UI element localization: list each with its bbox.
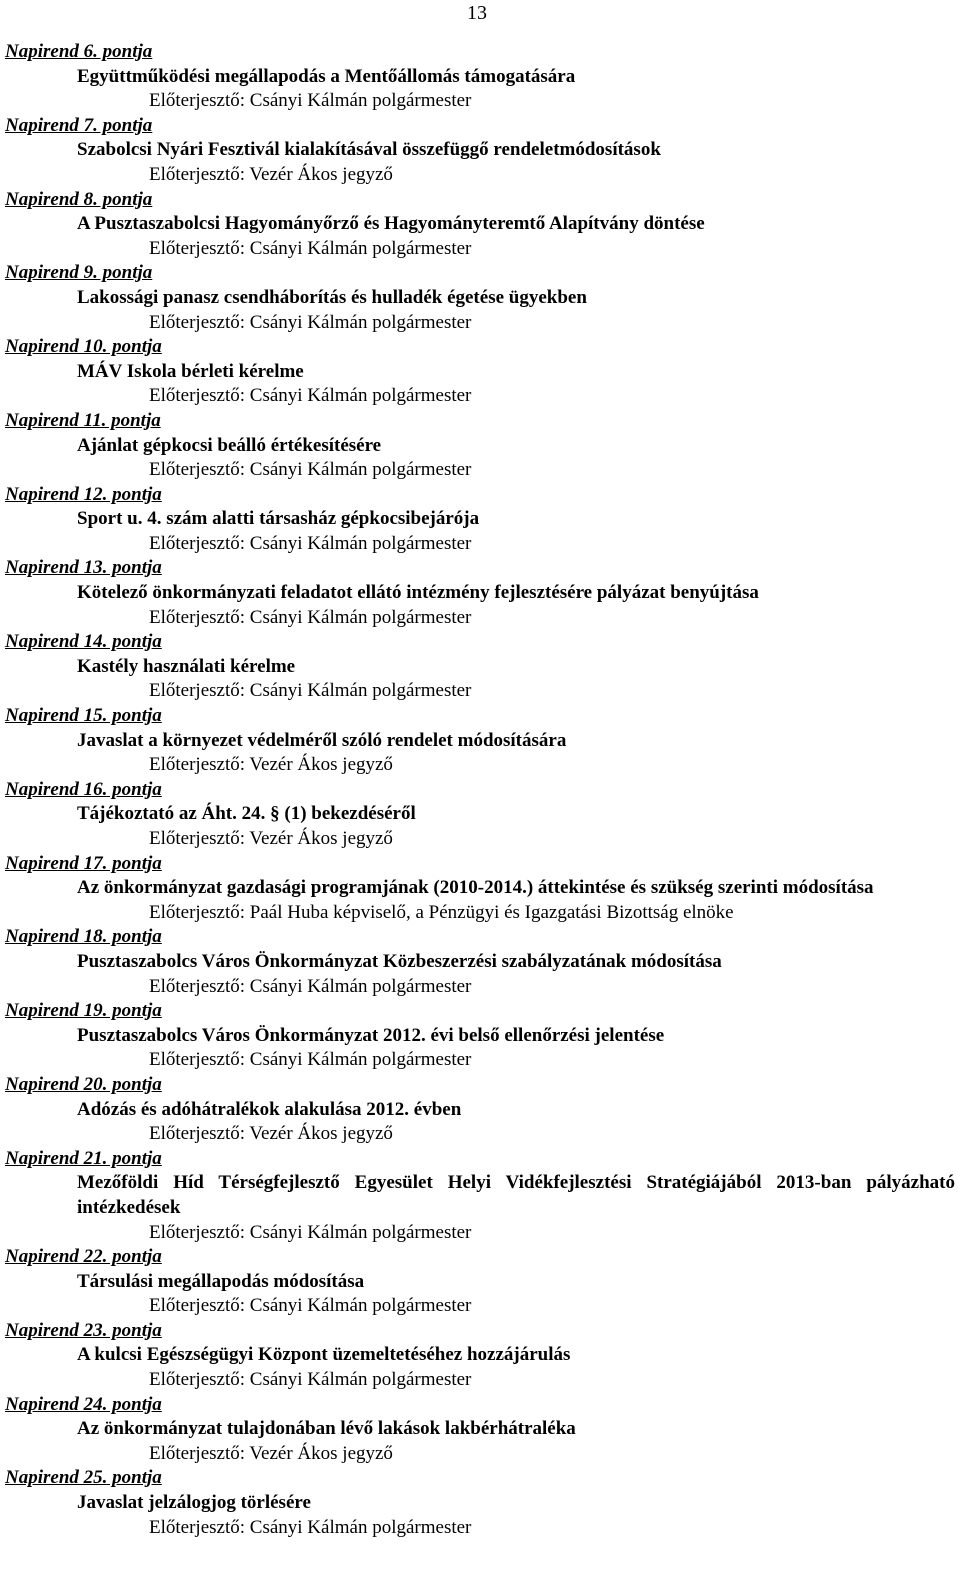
agenda-item-presenter: Előterjesztő: Csányi Kálmán polgármester — [149, 385, 472, 407]
agenda-item — [0, 556, 960, 630]
agenda-item — [0, 261, 960, 335]
agenda-item — [0, 1319, 960, 1393]
agenda-item — [0, 778, 960, 852]
agenda-item-presenter: Előterjesztő: Csányi Kálmán polgármester — [149, 1516, 472, 1538]
agenda-item-heading: Napirend 10. pontja — [5, 336, 162, 358]
agenda-item-presenter: Előterjesztő: Vezér Ákos jegyző — [149, 1442, 393, 1464]
agenda-item-title: Társulási megállapodás módosítása — [77, 1270, 365, 1292]
agenda-item — [0, 1393, 960, 1467]
agenda-item-title: Együttműködési megállapodás a Mentőállomás támogatására — [77, 65, 576, 87]
agenda-item-heading: Napirend 7. pontja — [5, 114, 153, 136]
agenda-item-heading: Napirend 13. pontja — [5, 557, 162, 579]
agenda-item-heading: Napirend 8. pontja — [5, 188, 153, 210]
agenda-item-title: Javaslat a környezet védelméről szóló rendelet módosítására — [77, 729, 567, 751]
agenda-item-heading: Napirend 24. pontja — [5, 1393, 162, 1415]
agenda-item-title: Pusztaszabolcs Város Önkormányzat 2012. évi belső ellenőrzési jelentése — [77, 1024, 665, 1046]
agenda-item — [0, 704, 960, 778]
agenda-item-title: Szabolcsi Nyári Fesztivál kialakításával összefüggő rendeletmódosítások — [77, 139, 661, 161]
agenda-item-presenter: Előterjesztő: Csányi Kálmán polgármester — [149, 532, 472, 554]
agenda-item-title: Kastély használati kérelme — [77, 655, 296, 677]
agenda-item-presenter: Előterjesztő: Csányi Kálmán polgármester — [149, 606, 472, 628]
agenda-item-heading: Napirend 15. pontja — [5, 705, 162, 727]
agenda-item-heading: Napirend 25. pontja — [5, 1467, 162, 1489]
agenda-item-presenter: Előterjesztő: Vezér Ákos jegyző — [149, 163, 393, 185]
agenda-item-presenter: Előterjesztő: Csányi Kálmán polgármester — [149, 237, 472, 259]
agenda-item — [0, 1245, 960, 1319]
agenda-item — [0, 925, 960, 999]
agenda-item-presenter: Előterjesztő: Csányi Kálmán polgármester — [149, 1369, 472, 1391]
agenda-item-title: Adózás és adóhátralékok alakulása 2012. évben — [77, 1098, 462, 1120]
agenda-item-presenter: Előterjesztő: Vezér Ákos jegyző — [149, 1123, 393, 1145]
agenda-item-presenter: Előterjesztő: Csányi Kálmán polgármester — [149, 459, 472, 481]
agenda-item-title: Kötelező önkormányzati feladatot ellátó intézmény fejlesztésére pályázat benyújtása — [77, 582, 759, 604]
agenda-item-heading: Napirend 12. pontja — [5, 483, 162, 505]
agenda-item-heading: Napirend 21. pontja — [5, 1147, 162, 1169]
agenda-item-heading: Napirend 9. pontja — [5, 262, 153, 284]
agenda-item-presenter: Előterjesztő: Paál Huba képviselő, a Pénzügyi és Igazgatási Bizottság elnöke — [149, 901, 734, 923]
agenda-item-presenter: Előterjesztő: Csányi Kálmán polgármester — [149, 1221, 472, 1243]
agenda-item-heading: Napirend 23. pontja — [5, 1319, 162, 1341]
agenda-item-presenter: Előterjesztő: Csányi Kálmán polgármester — [149, 90, 472, 112]
agenda-item-title: Pusztaszabolcs Város Önkormányzat Közbeszerzési szabályzatának módosítása — [77, 950, 722, 972]
agenda-item — [0, 630, 960, 704]
agenda-item-heading: Napirend 14. pontja — [5, 631, 162, 653]
agenda-item-presenter: Előterjesztő: Csányi Kálmán polgármester — [149, 1049, 472, 1071]
agenda-item — [0, 409, 960, 483]
agenda-item — [0, 188, 960, 262]
agenda-item-heading: Napirend 17. pontja — [5, 852, 162, 874]
agenda-item-presenter: Előterjesztő: Csányi Kálmán polgármester — [149, 311, 472, 333]
agenda-item-title: Javaslat jelzálogjog törlésére — [77, 1492, 311, 1514]
agenda-item-presenter: Előterjesztő: Csányi Kálmán polgármester — [149, 975, 472, 997]
agenda-item-presenter: Előterjesztő: Csányi Kálmán polgármester — [149, 1295, 472, 1317]
agenda-item — [0, 852, 960, 926]
agenda-item-heading: Napirend 6. pontja — [5, 41, 153, 62]
agenda-item-title: Sport u. 4. szám alatti társasház gépkocsibejárója — [77, 508, 480, 530]
agenda-item-heading: Napirend 16. pontja — [5, 778, 162, 800]
agenda-item — [0, 40, 960, 114]
agenda-item-presenter: Előterjesztő: Csányi Kálmán polgármester — [149, 680, 472, 702]
agenda-item — [0, 999, 960, 1073]
agenda-item — [0, 483, 960, 557]
agenda-item-title: Az önkormányzat gazdasági programjának (2010-2014.) áttekintése és szükség szerinti módosítása — [77, 877, 874, 899]
agenda-item — [0, 1147, 960, 1245]
agenda-item-presenter: Előterjesztő: Vezér Ákos jegyző — [149, 828, 393, 849]
agenda-item-heading: Napirend 18. pontja — [5, 926, 162, 948]
agenda-item-title: MÁV Iskola bérleti kérelme — [77, 360, 304, 382]
agenda-item-heading: Napirend 22. pontja — [5, 1246, 162, 1268]
agenda-item-title: A kulcsi Egészségügyi Központ üzemeltetéséhez hozzájárulás — [77, 1344, 571, 1366]
agenda-item-title: Az önkormányzat tulajdonában lévő lakások lakbérhátraléka — [77, 1418, 576, 1440]
agenda-item-title: Lakossági panasz csendháborítás és hulladék égetése ügyekben — [77, 286, 587, 308]
agenda-item-title: Mezőföldi Híd Térségfejlesztő Egyesület Helyi Vidékfejlesztési Stratégiájából 2013-ban pályázható intézkedések — [77, 1172, 955, 1218]
agenda-item — [0, 1466, 960, 1540]
agenda-item-heading: Napirend 20. pontja — [5, 1073, 162, 1095]
agenda-item-title: Tájékoztató az Áht. 24. § (1) bekezdéséről — [77, 803, 416, 825]
agenda-item-title: Ajánlat gépkocsi beálló értékesítésére — [77, 434, 382, 456]
agenda-item — [0, 335, 960, 409]
agenda-list — [0, 40, 960, 1540]
agenda-item — [0, 114, 960, 188]
agenda-item-title: A Pusztaszabolcsi Hagyományőrző és Hagyományteremtő Alapítvány döntése — [77, 213, 705, 235]
agenda-item-heading: Napirend 11. pontja — [5, 409, 161, 431]
page-number: 13 — [467, 2, 487, 24]
agenda-item-heading: Napirend 19. pontja — [5, 1000, 162, 1022]
agenda-item-presenter: Előterjesztő: Vezér Ákos jegyző — [149, 754, 393, 776]
agenda-item — [0, 1073, 960, 1147]
